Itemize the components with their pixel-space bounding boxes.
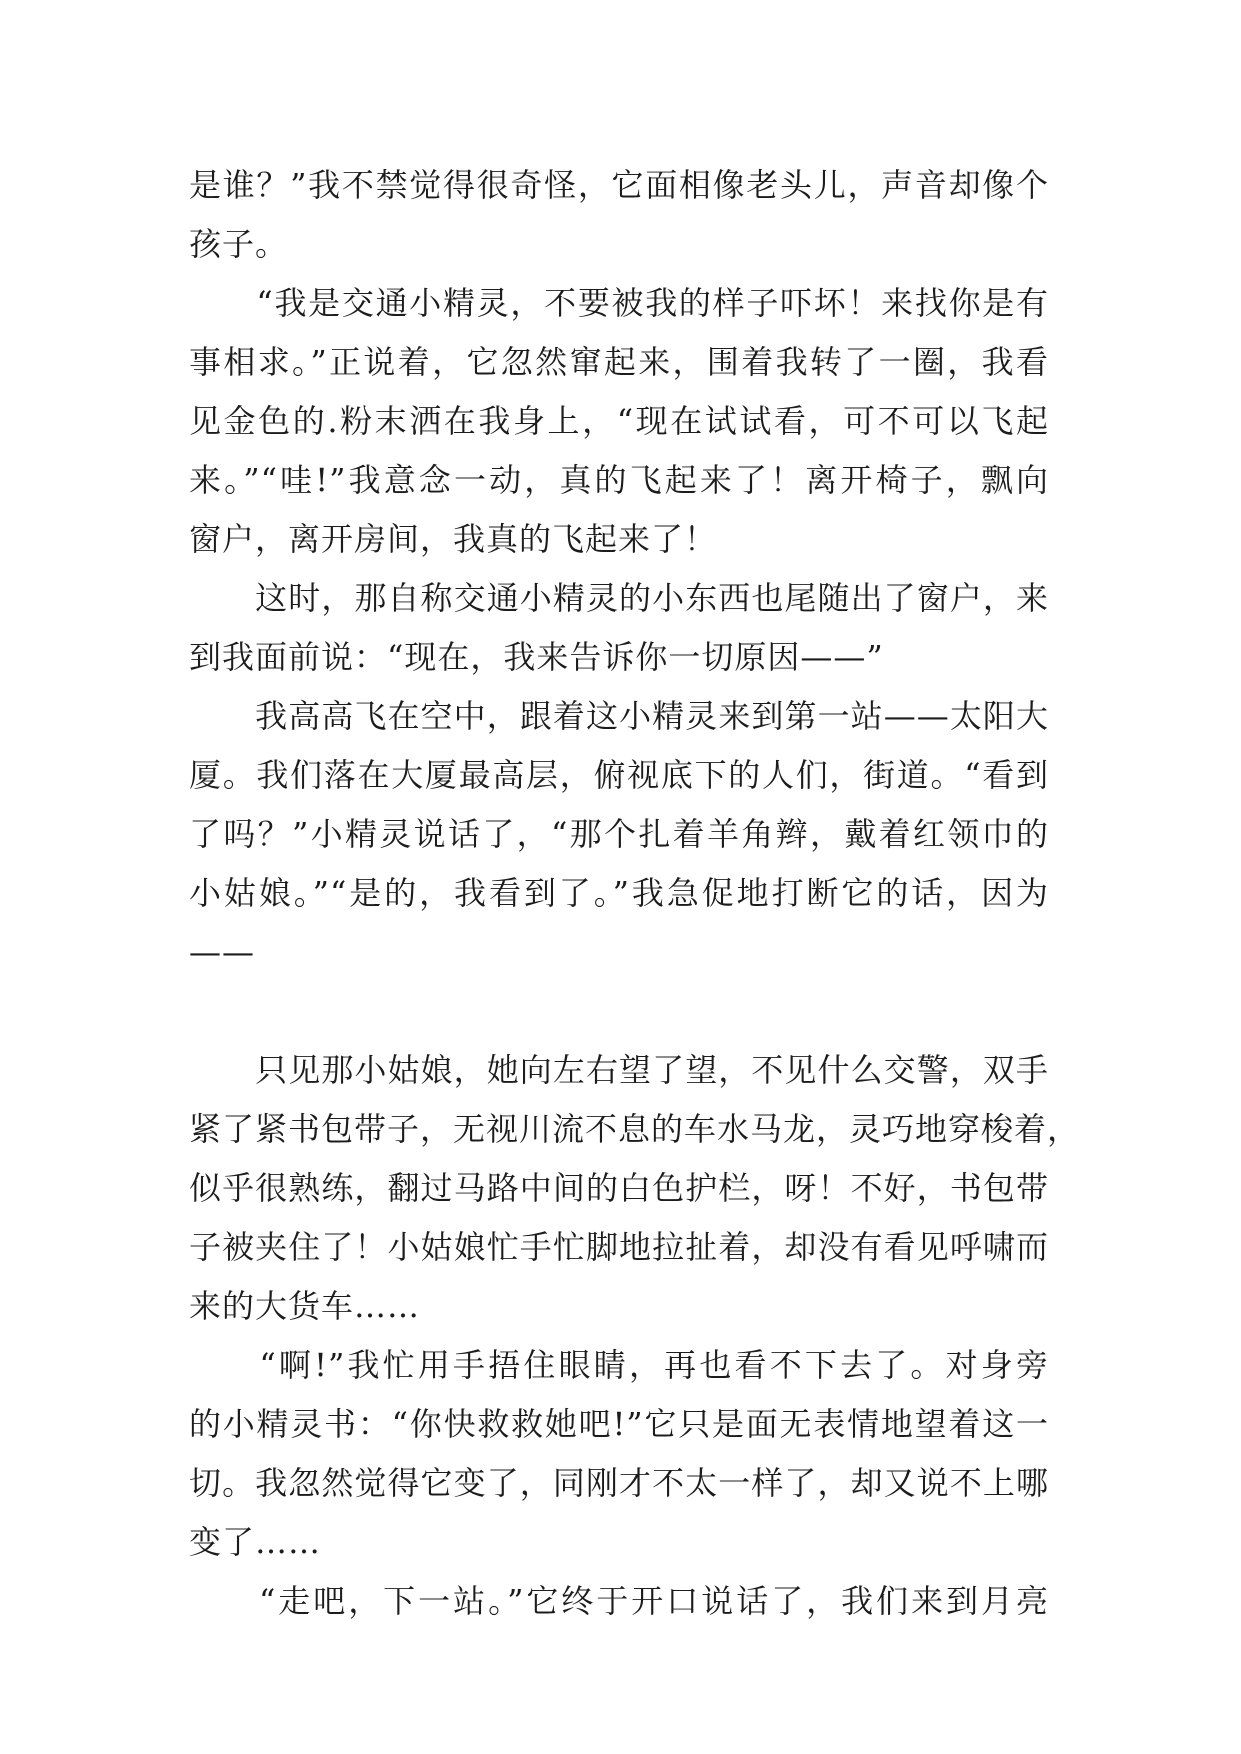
text-line: 事相求。”正说着，它忽然窜起来，围着我转了一圈，我看 (189, 343, 1049, 381)
text-line: 来的大货车…… (189, 1287, 421, 1325)
text-line: 的小精灵书：“你快救救她吧!”它只是面无表情地望着这一 (189, 1405, 1049, 1443)
text-line: 是谁？”我不禁觉得很奇怪，它面相像老头儿，声音却像个 (189, 166, 1049, 204)
text-line: 小姑娘。”“是的，我看到了。”我急促地打断它的话，因为 (189, 874, 1049, 912)
text-line: 到我面前说：“现在，我来告诉你一切原因——” (189, 638, 884, 676)
text-line: 子被夹住了！小姑娘忙手忙脚地拉扯着，却没有看见呼啸而 (189, 1228, 1049, 1266)
text-line: 似乎很熟练，翻过马路中间的白色护栏，呀！不好，书包带 (189, 1169, 1049, 1207)
text-line: 切。我忽然觉得它变了，同刚才不太一样了，却又说不上哪 (189, 1464, 1049, 1502)
text-line: 窗户，离开房间，我真的飞起来了！ (189, 520, 718, 558)
text-line: “我是交通小精灵，不要被我的样子吓坏！来找你是有 (189, 284, 1049, 322)
text-line: 变了…… (189, 1523, 322, 1561)
text-line: 来。”“哇!”我意念一动，真的飞起来了！离开椅子，飘向 (189, 461, 1049, 499)
text-line: 见金色的.粉末洒在我身上，“现在试试看，可不可以飞起 (189, 402, 1049, 440)
text-line: 只见那小姑娘，她向左右望了望，不见什么交警，双手 (189, 1051, 1049, 1089)
text-line: “走吧，下一站。”它终于开口说话了，我们来到月亮 (189, 1582, 1049, 1620)
text-line: “啊!”我忙用手捂住眼睛，再也看不下去了。对身旁 (189, 1346, 1049, 1384)
text-line: 了吗？”小精灵说话了，“那个扎着羊角辫，戴着红领巾的 (189, 815, 1049, 853)
text-line (189, 982, 1049, 1041)
text-line: 孩子。 (189, 225, 289, 263)
text-line: —— (189, 933, 255, 971)
text-line: 紧了紧书包带子，无视川流不息的车水马龙，灵巧地穿梭着， (189, 1110, 1081, 1148)
text-line: 这时，那自称交通小精灵的小东西也尾随出了窗户，来 (189, 579, 1049, 617)
body-text (189, 156, 1081, 1631)
text-line: 我高高飞在空中，跟着这小精灵来到第一站——太阳大 (189, 697, 1049, 735)
text-line: 厦。我们落在大厦最高层，俯视底下的人们，街道。“看到 (189, 756, 1049, 794)
